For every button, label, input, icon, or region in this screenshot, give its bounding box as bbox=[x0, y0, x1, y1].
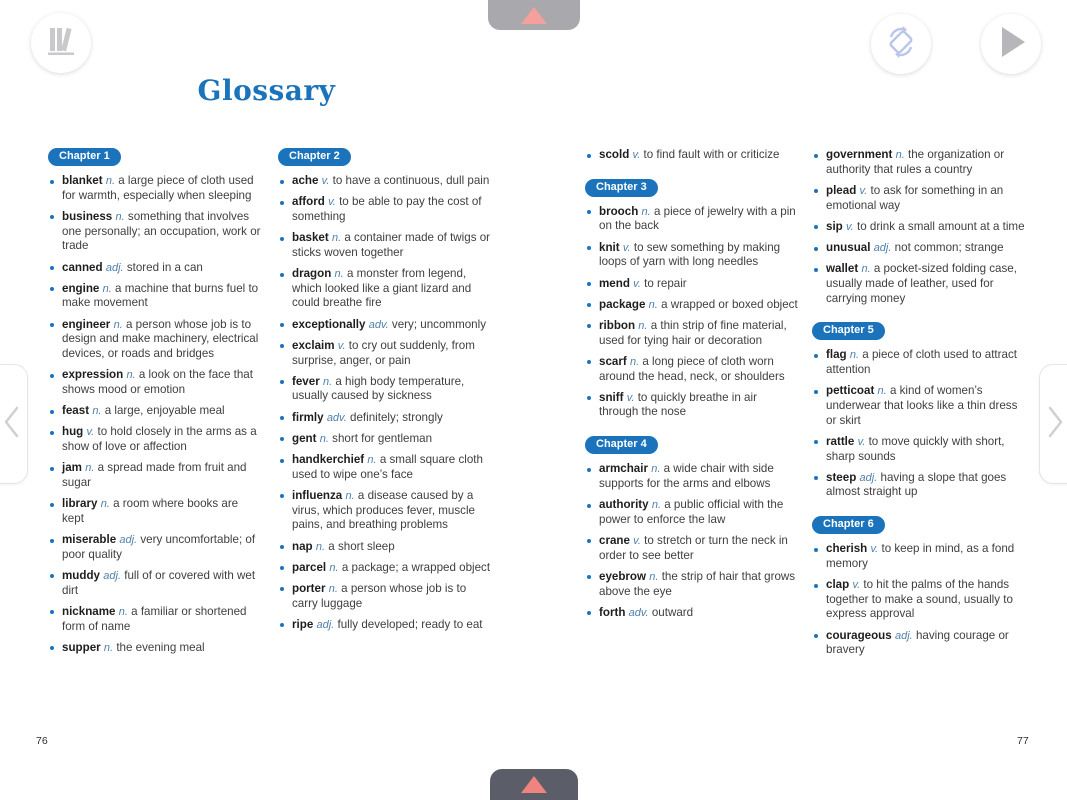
prev-page-tab[interactable] bbox=[0, 364, 28, 484]
entry-definition: a short sleep bbox=[328, 539, 395, 553]
entry-pos: n. bbox=[126, 369, 136, 382]
entry-definition: very; uncommonly bbox=[391, 317, 486, 331]
entry-definition: outward bbox=[651, 605, 694, 619]
glossary-entry bbox=[585, 498, 798, 527]
entry-word: cherish bbox=[826, 542, 868, 556]
entry-definition: short for gentleman bbox=[332, 431, 433, 445]
entry-pos: v. bbox=[622, 241, 631, 254]
entry-pos: n. bbox=[319, 432, 329, 445]
entry-pos: n. bbox=[895, 149, 905, 161]
entry-definition: to hit the palms of the hands together to make a sound, usually to express approval bbox=[826, 578, 1013, 621]
entry-definition: a public official with the power to enforce the law bbox=[599, 498, 784, 526]
entry-pos: n. bbox=[113, 318, 123, 331]
entry-definition: a thin strip of fine material, used for tying hair or decoration bbox=[599, 318, 787, 347]
entry-word: brooch bbox=[599, 204, 639, 218]
entry-definition: to cry out suddenly, from surprise, anger, or pain bbox=[292, 338, 475, 367]
entry-pos: v. bbox=[337, 339, 346, 352]
entry-word: plead bbox=[826, 183, 857, 197]
entry-definition: the organization or authority that rules a country bbox=[826, 148, 1005, 176]
entry-word: wallet bbox=[826, 262, 859, 276]
entry-definition: a piece of jewelry with a pin on the back bbox=[599, 204, 796, 233]
entry-pos: v. bbox=[626, 391, 635, 404]
glossary-entry bbox=[278, 453, 491, 482]
entry-pos: adv. bbox=[326, 411, 347, 424]
entry-word: supper bbox=[62, 640, 101, 654]
entry-word: forth bbox=[599, 605, 626, 619]
chapter-badge: Chapter 4 bbox=[585, 436, 658, 454]
entry-definition: stored in a can bbox=[126, 260, 203, 274]
entry-word: parcel bbox=[292, 560, 327, 574]
entry-definition: having courage or bravery bbox=[826, 628, 1009, 657]
glossary-entry bbox=[585, 355, 798, 384]
entry-word: canned bbox=[62, 260, 103, 274]
glossary-entry bbox=[278, 489, 491, 533]
rotate-device-icon bbox=[883, 24, 919, 65]
entry-word: mend bbox=[599, 276, 630, 290]
entry-word: business bbox=[62, 209, 113, 223]
entry-definition: full of or covered with wet dirt bbox=[62, 568, 256, 597]
entry-word: scold bbox=[599, 148, 630, 161]
chapter-badge: Chapter 2 bbox=[278, 148, 351, 166]
entry-word: rattle bbox=[826, 434, 855, 448]
glossary-entry bbox=[48, 533, 261, 562]
triangle-up-icon bbox=[521, 776, 547, 793]
entry-definition: to be able to pay the cost of something bbox=[292, 195, 482, 223]
entry-pos: n. bbox=[651, 463, 661, 476]
entry-pos: v. bbox=[852, 579, 861, 592]
entry-definition: to sew something by making loops of yarn with long needles bbox=[599, 240, 781, 269]
entry-pos: v. bbox=[859, 184, 868, 197]
entry-definition: to keep in mind, as a fond memory bbox=[826, 542, 1015, 570]
top-drawer-tab[interactable] bbox=[488, 0, 580, 30]
entry-pos: adj. bbox=[859, 471, 878, 484]
entry-pos: n. bbox=[315, 540, 326, 553]
entry-definition: a wrapped or boxed object bbox=[661, 297, 798, 311]
glossary-entry bbox=[278, 618, 491, 633]
chevron-right-icon bbox=[1047, 406, 1063, 443]
glossary-entry bbox=[48, 497, 261, 526]
entry-definition: having a slope that goes almost straight up bbox=[826, 470, 1007, 499]
entry-pos: adv. bbox=[368, 318, 389, 331]
glossary-entry bbox=[48, 282, 261, 311]
entry-pos: v. bbox=[632, 149, 641, 161]
entry-pos: n. bbox=[629, 355, 640, 368]
entry-word: afford bbox=[292, 195, 325, 209]
entry-pos: n. bbox=[877, 385, 887, 398]
entry-definition: a long piece of cloth worn around the head, neck, or shoulders bbox=[599, 354, 785, 383]
chapter-section bbox=[585, 148, 798, 163]
glossary-entry bbox=[585, 534, 798, 563]
entry-word: ache bbox=[292, 174, 319, 187]
entry-word: miserable bbox=[62, 533, 117, 547]
entry-definition: a small square cloth used to wipe one’s face bbox=[292, 453, 483, 481]
entry-pos: n. bbox=[334, 268, 344, 281]
entry-word: firmly bbox=[292, 410, 324, 424]
entry-pos: n. bbox=[329, 561, 339, 574]
entry-word: hug bbox=[62, 425, 84, 439]
entry-word: courageous bbox=[826, 628, 892, 642]
entry-word: flag bbox=[826, 348, 847, 362]
entry-definition: to have a continuous, dull pain bbox=[332, 174, 490, 187]
entry-pos: n. bbox=[102, 282, 112, 295]
entry-definition: to move quickly with short, sharp sounds bbox=[826, 434, 1005, 463]
glossary-entry bbox=[48, 641, 261, 656]
glossary-entry bbox=[812, 384, 1025, 428]
glossary-entry bbox=[812, 542, 1025, 571]
entry-definition: to stretch or turn the neck in order to see better bbox=[599, 533, 788, 562]
entry-pos: n. bbox=[651, 499, 662, 512]
entry-word: scarf bbox=[599, 354, 627, 368]
entry-definition: a disease caused by a virus, which produces fever, muscle pains, and breathing problems bbox=[292, 488, 475, 532]
entry-definition: a kind of women’s underwear that looks like a thin dress or skirt bbox=[826, 384, 1018, 427]
glossary-entry bbox=[278, 411, 491, 426]
glossary-entry bbox=[48, 261, 261, 276]
entry-pos: n. bbox=[638, 319, 648, 332]
glossary-entry bbox=[48, 404, 261, 419]
glossary-entry bbox=[585, 277, 798, 292]
play-icon bbox=[1002, 27, 1026, 62]
glossary-entry bbox=[812, 220, 1025, 235]
entry-pos: n. bbox=[100, 498, 110, 511]
entry-word: expression bbox=[62, 368, 124, 382]
chapter-section bbox=[48, 148, 261, 655]
glossary-entry bbox=[278, 195, 491, 224]
entry-pos: n. bbox=[367, 454, 377, 467]
entry-word: engineer bbox=[62, 317, 111, 331]
glossary-entry bbox=[585, 241, 798, 270]
glossary-entry bbox=[812, 471, 1025, 500]
entry-word: government bbox=[826, 148, 893, 161]
entry-word: feast bbox=[62, 404, 90, 418]
entry-word: sip bbox=[826, 219, 843, 233]
entry-word: clap bbox=[826, 578, 850, 592]
entry-definition: a container made of twigs or sticks woven together bbox=[292, 231, 491, 259]
glossary-entry bbox=[278, 231, 491, 260]
entry-word: steep bbox=[826, 470, 857, 484]
entry-word: ripe bbox=[292, 617, 314, 631]
entry-definition: a person whose job is to carry luggage bbox=[292, 581, 467, 610]
entry-definition: to repair bbox=[644, 276, 687, 290]
page-number-right: 77 bbox=[1017, 735, 1029, 747]
glossary-entry bbox=[585, 298, 798, 313]
entry-definition: a spread made from fruit and sugar bbox=[62, 461, 247, 489]
glossary-entry bbox=[278, 318, 491, 333]
entry-definition: a piece of cloth used to attract attention bbox=[826, 348, 1017, 377]
glossary-column bbox=[278, 148, 491, 639]
chapter-section bbox=[585, 436, 798, 620]
entry-word: ribbon bbox=[599, 318, 636, 332]
bottom-drawer-tab[interactable] bbox=[490, 769, 578, 800]
entry-definition: a pocket-sized folding case, usually made of leather, used for carrying money bbox=[826, 262, 1017, 305]
entry-pos: n. bbox=[105, 175, 116, 187]
entry-word: engine bbox=[62, 281, 100, 295]
entry-word: library bbox=[62, 497, 98, 511]
entry-word: nap bbox=[292, 539, 313, 553]
glossary-entry bbox=[585, 462, 798, 491]
entry-word: muddy bbox=[62, 568, 101, 582]
entry-definition: definitely; strongly bbox=[350, 410, 443, 424]
entry-word: crane bbox=[599, 533, 630, 547]
entry-definition: a machine that burns fuel to make movement bbox=[62, 281, 259, 310]
glossary-entry bbox=[48, 318, 261, 362]
chapter-badge: Chapter 5 bbox=[812, 322, 885, 340]
entry-definition: something that involves one personally; an occupation, work or trade bbox=[62, 209, 261, 253]
glossary-entry bbox=[585, 319, 798, 348]
entry-pos: n. bbox=[322, 375, 333, 388]
entry-pos: n. bbox=[648, 298, 658, 311]
chevron-left-icon bbox=[4, 406, 20, 443]
entry-word: dragon bbox=[292, 267, 332, 281]
glossary-entry bbox=[278, 561, 491, 576]
entry-definition: a monster from legend, which looked like a giant lizard and could breathe fire bbox=[292, 267, 472, 310]
glossary-entry bbox=[278, 174, 491, 189]
page-title: Glossary bbox=[197, 74, 336, 107]
entry-pos: adj. bbox=[316, 618, 335, 631]
entry-pos: n. bbox=[328, 582, 338, 595]
entry-definition: a look on the face that shows mood or emotion bbox=[62, 368, 253, 396]
entry-word: sniff bbox=[599, 390, 624, 404]
entry-pos: n. bbox=[103, 641, 114, 654]
entry-word: jam bbox=[62, 461, 82, 475]
glossary-entry bbox=[48, 461, 261, 490]
entry-pos: n. bbox=[641, 205, 651, 218]
glossary-entry bbox=[48, 368, 261, 397]
entry-definition: a package; a wrapped object bbox=[341, 560, 491, 574]
entry-word: influenza bbox=[292, 488, 343, 502]
entry-definition: to find fault with or criticize bbox=[643, 148, 780, 161]
rotate-device-button[interactable] bbox=[871, 14, 931, 74]
entry-definition: the evening meal bbox=[116, 640, 205, 654]
entry-pos: v. bbox=[846, 220, 854, 233]
glossary-entry bbox=[585, 148, 798, 163]
entry-definition: a person whose job is to design and make machinery, electrical devices, or roads and bridges bbox=[62, 317, 259, 361]
entry-word: eyebrow bbox=[599, 569, 647, 583]
entry-definition: a large piece of cloth used for warmth, especially when sleeping bbox=[62, 174, 254, 202]
entry-definition: a wide chair with side supports for the arms and elbows bbox=[599, 462, 774, 490]
glossary-entry bbox=[48, 605, 261, 634]
entry-pos: n. bbox=[92, 405, 102, 418]
glossary-entry bbox=[278, 582, 491, 611]
chapter-section bbox=[812, 516, 1025, 658]
entry-definition: to quickly breathe in air through the nose bbox=[599, 390, 757, 419]
entry-word: petticoat bbox=[826, 384, 875, 398]
glossary-entry bbox=[278, 375, 491, 404]
glossary-entry bbox=[278, 339, 491, 368]
entry-pos: adj. bbox=[894, 629, 913, 642]
entry-definition: a high body temperature, usually caused by sickness bbox=[292, 374, 465, 403]
entry-word: authority bbox=[599, 498, 649, 512]
glossary-column bbox=[585, 148, 798, 627]
glossary-entry bbox=[812, 262, 1025, 306]
next-page-tab[interactable] bbox=[1039, 364, 1067, 484]
glossary-entry bbox=[585, 391, 798, 420]
chapter-badge: Chapter 1 bbox=[48, 148, 121, 166]
glossary-entry bbox=[278, 267, 491, 311]
entry-pos: v. bbox=[633, 277, 641, 290]
glossary-entry bbox=[812, 629, 1025, 658]
glossary-entry bbox=[48, 425, 261, 454]
glossary-entry bbox=[812, 348, 1025, 377]
glossary-entry bbox=[585, 205, 798, 234]
glossary-entry bbox=[585, 570, 798, 599]
entry-definition: a room where books are kept bbox=[62, 497, 239, 525]
glossary-entry bbox=[48, 569, 261, 598]
chapter-section bbox=[585, 179, 798, 420]
entry-word: gent bbox=[292, 431, 317, 445]
entry-word: basket bbox=[292, 231, 329, 245]
entry-definition: not common; strange bbox=[894, 241, 1004, 255]
entry-pos: n. bbox=[118, 605, 128, 618]
library-button[interactable] bbox=[31, 13, 91, 73]
entry-word: knit bbox=[599, 240, 620, 254]
chapter-badge: Chapter 6 bbox=[812, 516, 885, 534]
entry-pos: adj. bbox=[103, 569, 121, 582]
entry-word: exceptionally bbox=[292, 317, 366, 331]
entry-pos: n. bbox=[649, 570, 659, 583]
entry-word: blanket bbox=[62, 174, 103, 187]
chapter-section bbox=[812, 148, 1025, 306]
entry-word: package bbox=[599, 297, 646, 311]
chapter-section bbox=[812, 322, 1025, 500]
entry-pos: adj. bbox=[119, 534, 138, 547]
page-number-left: 76 bbox=[36, 735, 48, 747]
chapter-badge: Chapter 3 bbox=[585, 179, 658, 197]
glossary-entry bbox=[585, 606, 798, 621]
glossary-entry bbox=[812, 578, 1025, 622]
glossary-entry bbox=[278, 540, 491, 555]
entry-pos: adv. bbox=[628, 606, 649, 619]
entry-definition: very uncomfortable; of poor quality bbox=[62, 533, 256, 561]
entry-word: fever bbox=[292, 374, 320, 388]
glossary-column bbox=[812, 148, 1025, 665]
entry-definition: a large, enjoyable meal bbox=[104, 404, 225, 418]
entry-word: unusual bbox=[826, 241, 871, 255]
entry-word: nickname bbox=[62, 604, 116, 618]
entry-pos: v. bbox=[86, 426, 95, 439]
entry-definition: the strip of hair that grows above the eye bbox=[599, 569, 796, 598]
entry-pos: adj. bbox=[105, 261, 124, 274]
glossary-entry bbox=[48, 210, 261, 254]
play-button[interactable] bbox=[981, 14, 1041, 74]
entry-pos: n. bbox=[861, 263, 871, 276]
entry-definition: to ask for something in an emotional way bbox=[826, 183, 1004, 212]
glossary-entry bbox=[812, 184, 1025, 213]
entry-word: handkerchief bbox=[292, 453, 365, 467]
entry-word: exclaim bbox=[292, 338, 335, 352]
glossary-entry bbox=[812, 241, 1025, 256]
glossary-entry bbox=[48, 174, 261, 203]
glossary-entry bbox=[812, 148, 1025, 177]
glossary-column bbox=[48, 148, 261, 662]
glossary-entry bbox=[278, 432, 491, 447]
triangle-up-icon bbox=[521, 7, 547, 24]
entry-pos: v. bbox=[857, 435, 866, 448]
entry-pos: n. bbox=[85, 462, 95, 475]
entry-pos: adj. bbox=[873, 242, 892, 255]
entry-definition: to drink a small amount at a time bbox=[856, 219, 1025, 233]
entry-pos: v. bbox=[321, 175, 330, 187]
entry-definition: to hold closely in the arms as a show of love or affection bbox=[62, 425, 257, 454]
glossary-entry bbox=[812, 435, 1025, 464]
entry-pos: v. bbox=[870, 543, 879, 556]
entry-pos: n. bbox=[331, 232, 342, 245]
entry-pos: n. bbox=[849, 349, 860, 362]
chapter-section bbox=[278, 148, 491, 633]
entry-pos: n. bbox=[115, 210, 125, 223]
entry-pos: v. bbox=[328, 196, 336, 209]
entry-word: armchair bbox=[599, 462, 648, 476]
library-icon bbox=[44, 24, 78, 63]
entry-definition: fully developed; ready to eat bbox=[337, 617, 483, 631]
entry-definition: a familiar or shortened form of name bbox=[62, 604, 247, 633]
entry-pos: n. bbox=[345, 489, 355, 502]
entry-pos: v. bbox=[633, 534, 641, 547]
entry-word: porter bbox=[292, 581, 326, 595]
